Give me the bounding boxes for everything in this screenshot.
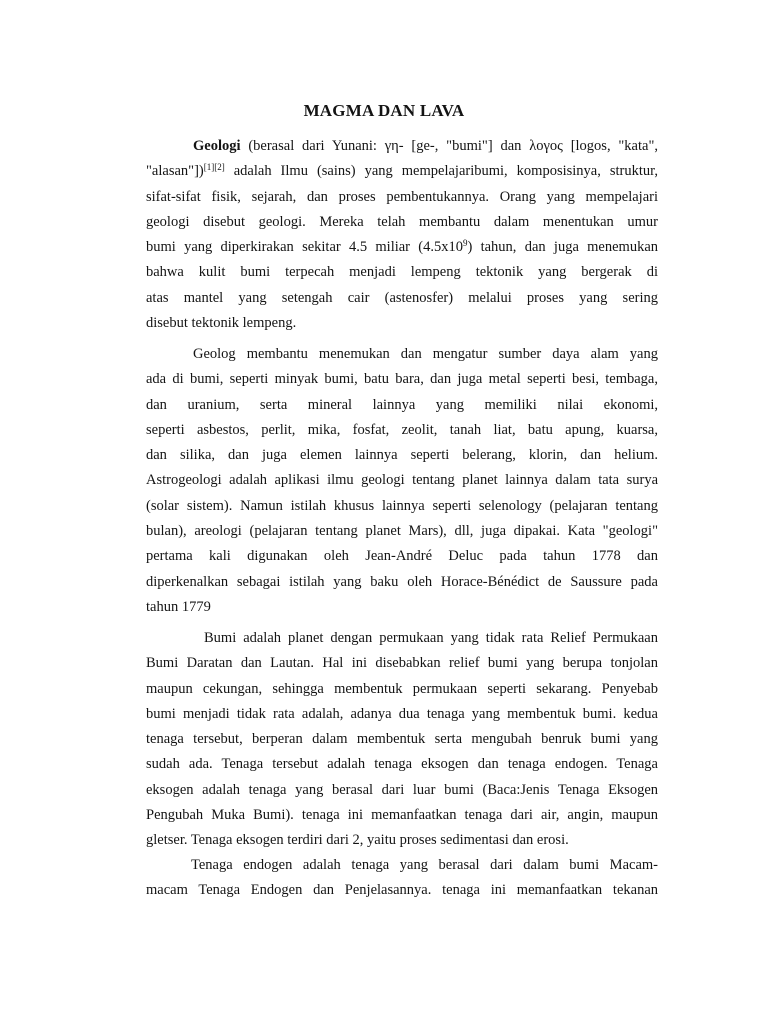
text-line	[146, 418, 658, 443]
text-line	[146, 570, 658, 595]
text-line	[146, 235, 658, 260]
text-run: tahun 1779	[146, 598, 211, 615]
text-run: (berasal dari Yunani: γη- [ge-, "bumi"] dan λογος [logos, "kata",	[240, 138, 658, 154]
text-run: (solar sistem). Namun istilah khusus lainnya seperti selenology (pelajaran tentang	[146, 497, 658, 514]
text-line	[146, 853, 658, 878]
text-run: gletser. Tenaga eksogen terdiri dari 2, yaitu proses sedimentasi dan erosi.	[146, 832, 569, 849]
text-run: sudah ada. Tenaga tersebut adalah tenaga eksogen dan tenaga endogen. Tenaga	[146, 756, 658, 773]
text-line	[146, 626, 658, 651]
text-run: tenaga tersebut, berperan dalam membentuk serta mengubah benruk bumi yang	[146, 731, 658, 748]
text-run: Bumi Daratan dan Lautan. Hal ini disebabkan relief bumi yang berupa tonjolan	[146, 655, 658, 672]
paragraph-3	[146, 626, 658, 854]
document-title: MAGMA DAN LAVA	[303, 101, 465, 120]
text-line	[146, 443, 658, 468]
text-line	[146, 702, 658, 727]
text-line	[146, 342, 658, 367]
paragraph-1	[146, 134, 658, 336]
text-line	[146, 210, 658, 235]
text-run: dan uranium, serta mineral lainnya yang memiliki nilai ekonomi,	[146, 396, 658, 413]
text-line	[146, 727, 658, 752]
text-line	[146, 286, 658, 311]
text-line	[146, 752, 658, 777]
text-line	[146, 311, 658, 336]
text-line	[146, 778, 658, 803]
text-run: sifat-sifat fisik, sejarah, dan proses pembentukannya. Orang yang mempelajari	[146, 188, 658, 205]
text-line	[146, 159, 658, 184]
text-line	[146, 185, 658, 210]
text-line	[146, 519, 658, 544]
superscript: 9	[463, 238, 468, 249]
text-run: geologi disebut geologi. Mereka telah membantu dalam menentukan umur	[146, 213, 658, 230]
text-run: ) tahun, dan juga menemukan	[467, 239, 659, 256]
text-run: ada di bumi, seperti minyak bumi, batu bara, dan juga metal seperti besi, tembaga,	[146, 371, 658, 388]
text-run: bumi yang diperkirakan sekitar 4.5 miliar (4.5x10	[146, 239, 463, 256]
text-line	[146, 494, 658, 519]
text-line	[146, 544, 658, 569]
superscript: [1][2]	[203, 162, 225, 173]
text-run: Pengubah Muka Bumi). tenaga ini memanfaatkan tenaga dari air, angin, maupun	[146, 807, 658, 824]
text-run: bulan), areologi (pelajaran tentang planet Mars), dll, juga dipakai. Kata "geologi"	[146, 523, 658, 540]
text-run: Astrogeologi adalah aplikasi ilmu geologi tentang planet lainnya dalam tata surya	[146, 472, 658, 489]
text-run: disebut tektonik lempeng.	[146, 315, 297, 332]
text-run: diperkenalkan sebagai istilah yang baku oleh Horace-Bénédict de Saussure pada	[146, 573, 658, 590]
text-run: Tenaga endogen adalah tenaga yang berasal dari dalam bumi Macam-	[191, 857, 658, 873]
text-line	[146, 878, 658, 903]
text-line	[146, 260, 658, 285]
bold-term: Geologi	[193, 138, 241, 154]
text-run: maupun cekungan, sehingga membentuk permukaan seperti sekarang. Penyebab	[146, 680, 658, 697]
text-run: pertama kali digunakan oleh Jean-André Deluc pada tahun 1778 dan	[146, 548, 658, 565]
paragraph-4	[146, 853, 658, 904]
text-run: adalah Ilmu (sains) yang mempelajaribumi, komposisinya, struktur,	[224, 163, 658, 180]
text-line	[146, 367, 658, 392]
text-run: seperti asbestos, perlit, mika, fosfat, zeolit, tanah liat, batu apung, kuarsa,	[146, 421, 658, 438]
text-run: Bumi adalah planet dengan permukaan yang tidak rata Relief Permukaan	[204, 630, 658, 646]
paragraph-2	[146, 342, 658, 620]
text-line	[146, 651, 658, 676]
text-run: Geolog membantu menemukan dan mengatur sumber daya alam yang	[193, 346, 658, 362]
text-run: "alasan"])	[146, 163, 204, 180]
text-line	[146, 803, 658, 828]
text-line	[146, 677, 658, 702]
text-line	[146, 393, 658, 418]
text-run: dan silika, dan juga elemen lainnya seperti belerang, klorin, dan helium.	[146, 447, 658, 464]
text-run: eksogen adalah tenaga yang berasal dari luar bumi (Baca:Jenis Tenaga Eksogen	[146, 781, 658, 798]
text-run: atas mantel yang setengah cair (astenosfer) melalui proses yang sering	[146, 289, 658, 306]
text-line	[146, 828, 658, 853]
text-line	[146, 134, 658, 159]
text-line	[146, 468, 658, 493]
text-run: bahwa kulit bumi terpecah menjadi lempeng tektonik yang bergerak di	[146, 264, 658, 281]
text-run: bumi menjadi tidak rata adalah, adanya dua tenaga yang membentuk bumi. kedua	[146, 705, 658, 722]
text-line	[146, 595, 658, 620]
text-run: macam Tenaga Endogen dan Penjelasannya. tenaga ini memanfaatkan tekanan	[146, 882, 658, 899]
